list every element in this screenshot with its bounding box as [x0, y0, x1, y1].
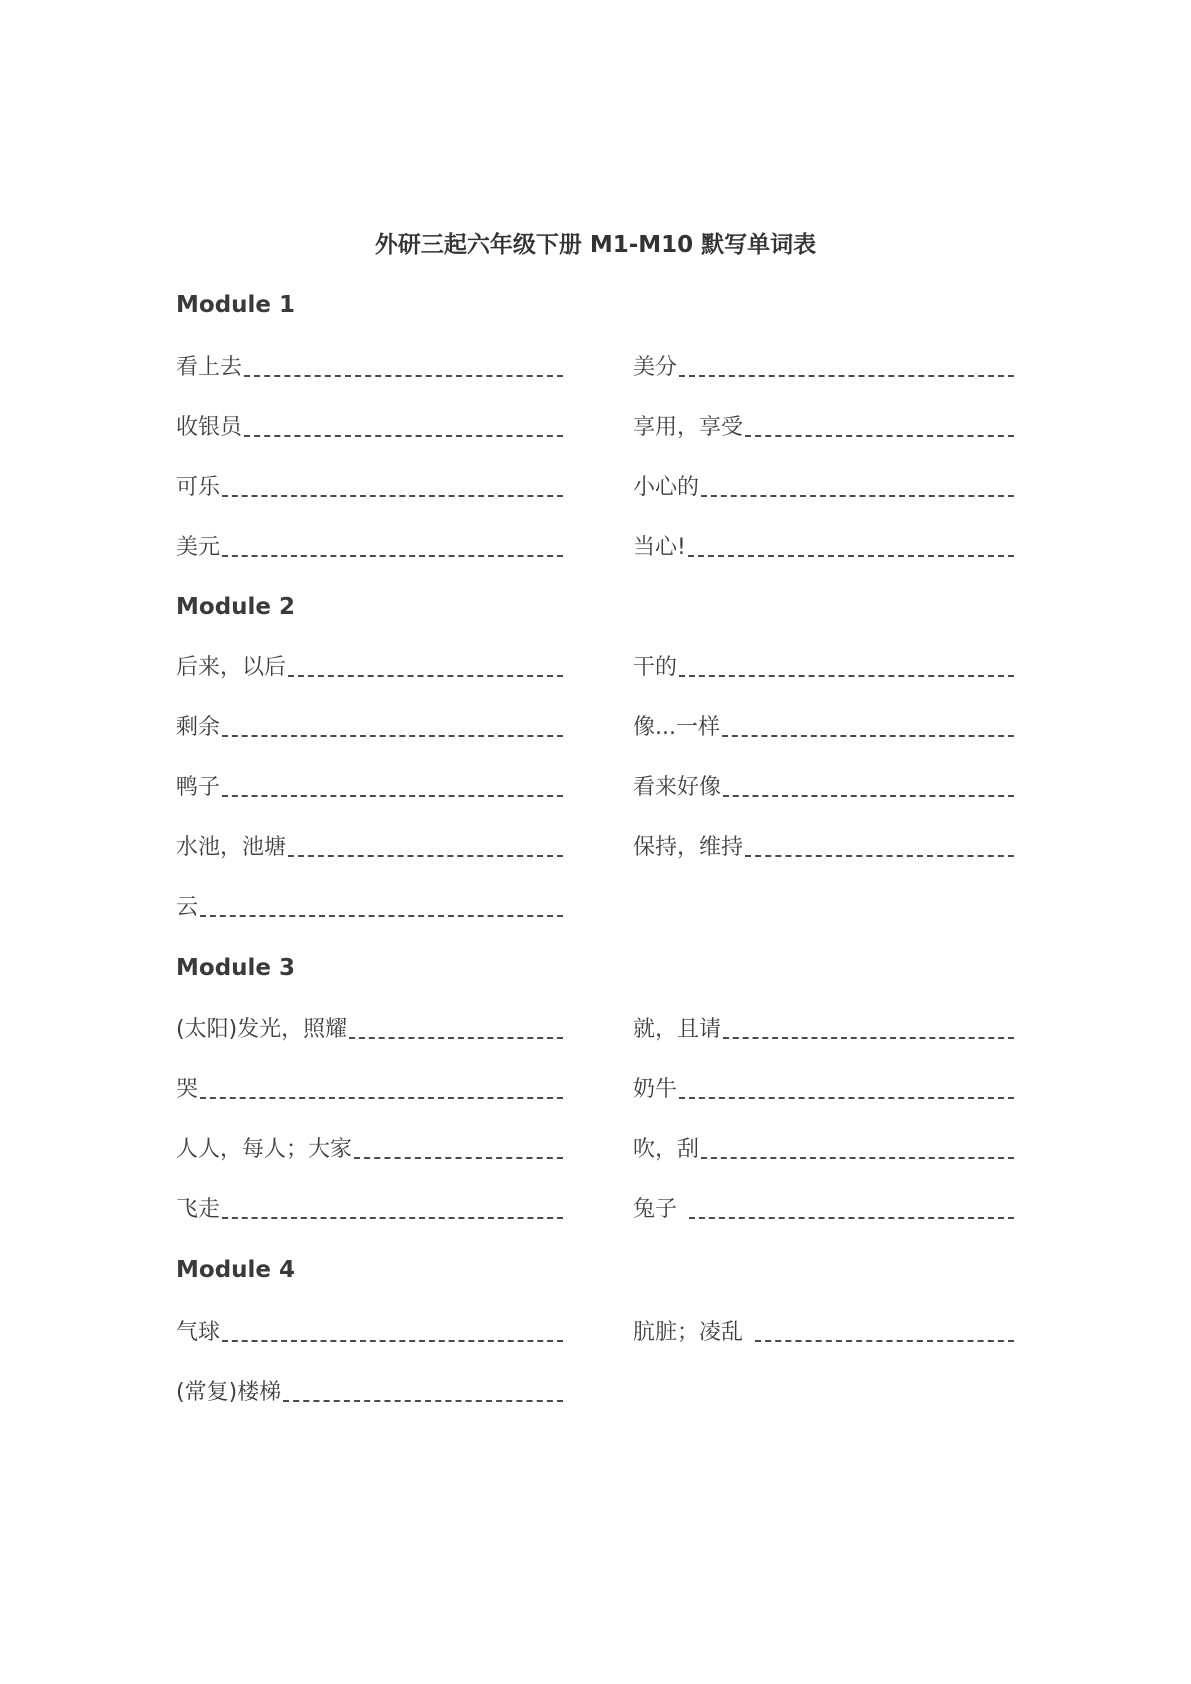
entry-label: 云 [176, 895, 199, 920]
module-heading-1: Module 1 [176, 292, 296, 318]
entry-label: 干的 [633, 655, 678, 680]
entry-label: 水池，池塘 [176, 835, 287, 860]
answer-blank[interactable] [200, 1097, 563, 1099]
entry-label: 看上去 [176, 355, 243, 380]
entry-m2-4-right [633, 833, 1014, 863]
entry-m2-1-left [176, 653, 563, 683]
entry-label: 吹，刮 [633, 1137, 700, 1162]
answer-blank[interactable] [701, 495, 1014, 497]
entry-label: 肮脏；凌乱 [633, 1320, 744, 1345]
entry-m2-1-right [633, 653, 1014, 683]
entry-label: (常复)楼梯 [176, 1380, 282, 1405]
answer-blank[interactable] [679, 375, 1014, 377]
entry-label: 保持，维持 [633, 835, 744, 860]
entry-m3-3-left [176, 1135, 563, 1165]
entry-m3-4-left [176, 1195, 563, 1225]
answer-blank[interactable] [723, 795, 1014, 797]
entry-m4-1-left [176, 1318, 563, 1348]
answer-blank[interactable] [222, 1217, 563, 1219]
entry-m3-1-right [633, 1015, 1014, 1045]
answer-blank[interactable] [755, 1340, 1014, 1342]
entry-m2-3-right [633, 773, 1014, 803]
answer-blank[interactable] [222, 555, 563, 557]
answer-blank[interactable] [745, 435, 1014, 437]
entry-m3-2-right [633, 1075, 1014, 1105]
answer-blank[interactable] [244, 375, 563, 377]
answer-blank[interactable] [679, 675, 1014, 677]
answer-blank[interactable] [689, 1217, 1014, 1219]
entry-label: 哭 [176, 1077, 199, 1102]
entry-label: 就，且请 [633, 1017, 722, 1042]
entry-label: 兔子 [633, 1197, 678, 1222]
entry-m3-1-left [176, 1015, 563, 1045]
entry-m1-2-right [633, 413, 1014, 443]
answer-blank[interactable] [288, 855, 563, 857]
entry-m2-2-left [176, 713, 563, 743]
answer-blank[interactable] [701, 1157, 1014, 1159]
entry-label: 享用，享受 [633, 415, 744, 440]
answer-blank[interactable] [200, 915, 563, 917]
answer-blank[interactable] [288, 675, 563, 677]
answer-blank[interactable] [688, 555, 1014, 557]
entry-label: 收银员 [176, 415, 243, 440]
entry-label: 鸭子 [176, 775, 221, 800]
entry-m3-4-right [633, 1195, 1014, 1225]
entry-label: 气球 [176, 1320, 221, 1345]
page-title: 外研三起六年级下册 M1-M10 默写单词表 [374, 232, 817, 258]
entry-m2-2-right [633, 713, 1014, 743]
answer-blank[interactable] [222, 795, 563, 797]
entry-m1-2-left [176, 413, 563, 443]
answer-blank[interactable] [349, 1037, 563, 1039]
entry-label: 看来好像 [633, 775, 722, 800]
module-heading-4: Module 4 [176, 1257, 296, 1283]
entry-label: 当心! [633, 535, 686, 560]
entry-m4-1-right [633, 1318, 1014, 1348]
answer-blank[interactable] [679, 1097, 1014, 1099]
entry-m2-5-left [176, 893, 563, 923]
entry-label: 小心的 [633, 475, 700, 500]
entry-m1-3-right [633, 473, 1014, 503]
entry-m1-1-right [633, 353, 1014, 383]
entry-label: 人人，每人；大家 [176, 1137, 353, 1162]
entry-label: 像...一样 [633, 715, 720, 740]
entry-label: 飞走 [176, 1197, 221, 1222]
entry-m1-1-left [176, 353, 563, 383]
entry-label: 剩余 [176, 715, 221, 740]
entry-m4-2-left [176, 1378, 563, 1408]
entry-m3-2-left [176, 1075, 563, 1105]
entry-label: 奶牛 [633, 1077, 678, 1102]
answer-blank[interactable] [222, 495, 563, 497]
entry-m2-4-left [176, 833, 563, 863]
answer-blank[interactable] [354, 1157, 563, 1159]
entry-m1-4-right [633, 533, 1014, 563]
answer-blank[interactable] [723, 1037, 1014, 1039]
answer-blank[interactable] [222, 1340, 563, 1342]
entry-label: 美元 [176, 535, 221, 560]
entry-m3-3-right [633, 1135, 1014, 1165]
answer-blank[interactable] [244, 435, 563, 437]
module-heading-3: Module 3 [176, 955, 296, 981]
answer-blank[interactable] [222, 735, 563, 737]
module-heading-2: Module 2 [176, 594, 296, 620]
entry-m1-3-left [176, 473, 563, 503]
entry-m2-3-left [176, 773, 563, 803]
entry-label: 可乐 [176, 475, 221, 500]
entry-label: 后来，以后 [176, 655, 287, 680]
answer-blank[interactable] [745, 855, 1014, 857]
answer-blank[interactable] [283, 1400, 563, 1402]
entry-label: 美分 [633, 355, 678, 380]
entry-label: (太阳)发光，照耀 [176, 1017, 348, 1042]
answer-blank[interactable] [722, 735, 1014, 737]
entry-m1-4-left [176, 533, 563, 563]
